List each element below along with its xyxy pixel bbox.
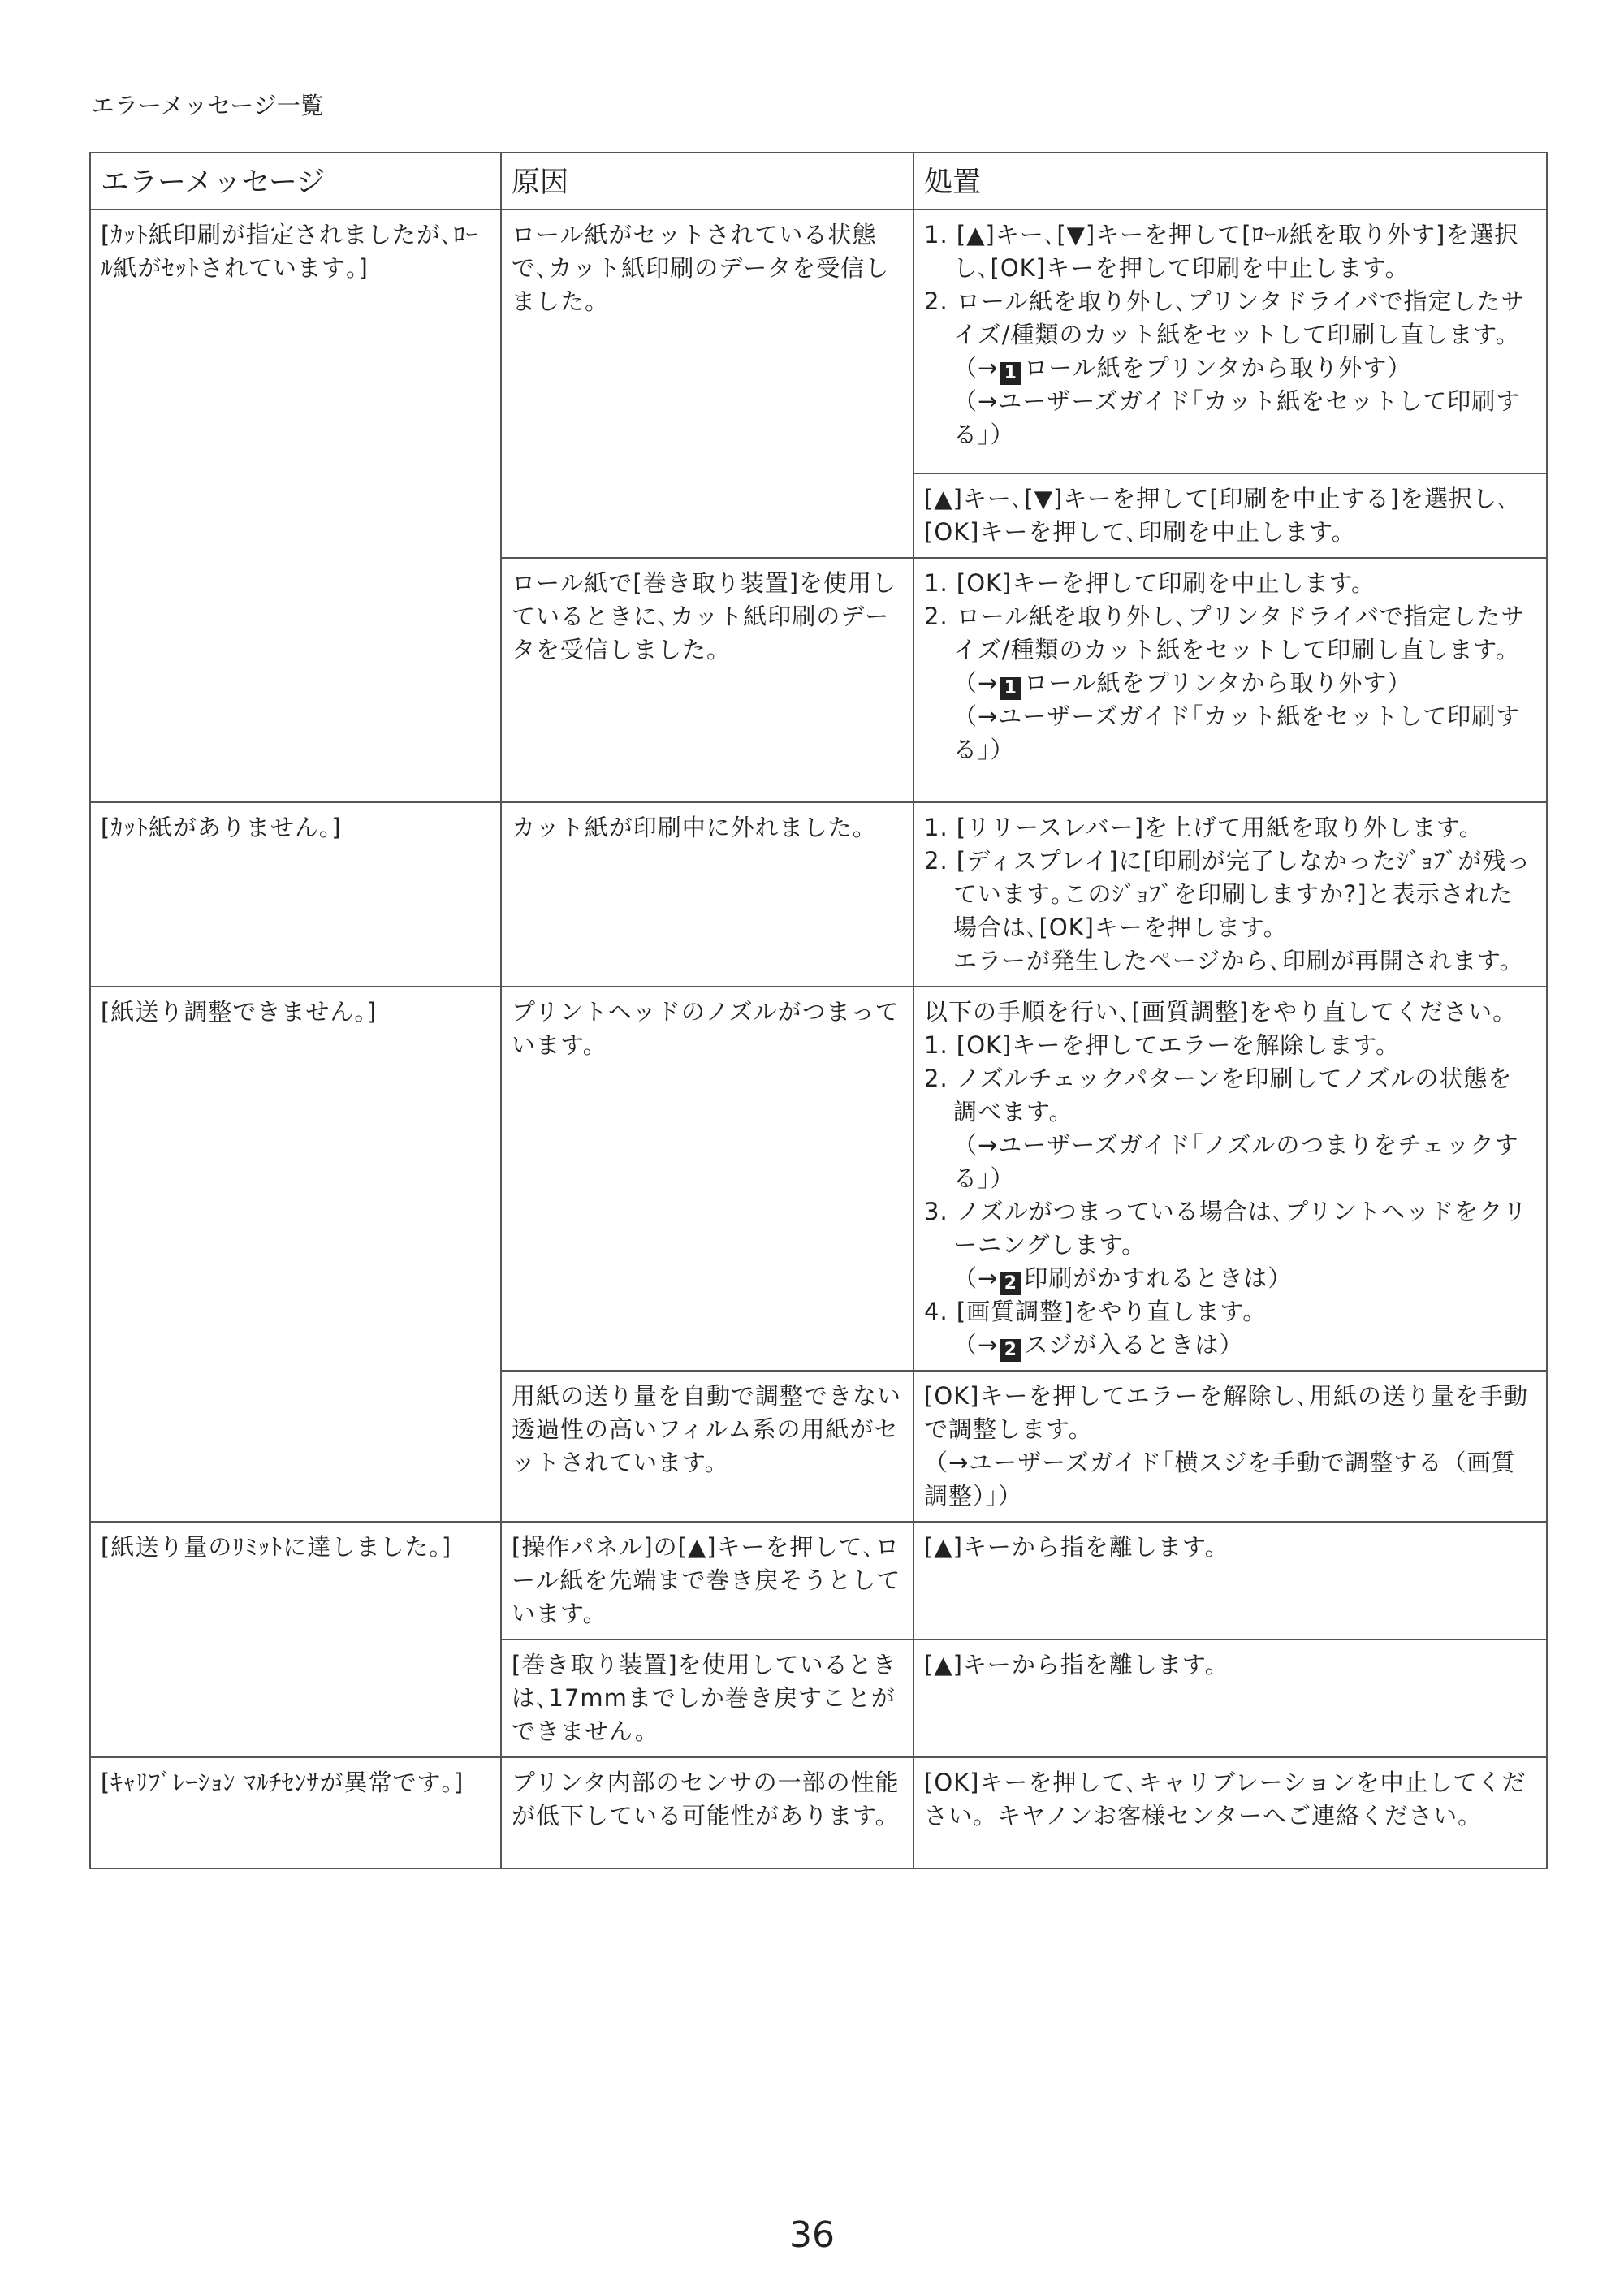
reference-number-1-icon: 1 <box>1000 362 1021 385</box>
remedy-step: 4. [画質調整]をやり直します。 <box>924 1298 1268 1325</box>
remedy-cell <box>914 1371 1547 1522</box>
cause-cell: [操作パネル]の[▲]キーを押して､ロール紙を先端まで巻き戻そうとしています。 <box>501 1522 914 1639</box>
page-number: 36 <box>789 2214 835 2256</box>
remedy-step: 1. [リリースレバー]を上げて用紙を取り外します。 <box>924 814 1484 841</box>
remedy-step: 1. [OK]キーを押して印刷を中止します。 <box>924 569 1376 597</box>
reference-number-1-icon: 1 <box>1000 677 1021 700</box>
remedy-reference: （→ユーザーズガイド｢カット紙をセットして印刷する｣） <box>953 387 1521 448</box>
table-row <box>90 1757 1547 1868</box>
remedy-step: 1. [OK]キーを押してエラーを解除します。 <box>924 1031 1401 1059</box>
header-cause: 原因 <box>501 153 914 210</box>
reference-prefix: （→ <box>953 1264 999 1292</box>
remedy-reference: （→ユーザーズガイド｢ノズルのつまりをチェックする｣） <box>953 1131 1519 1192</box>
remedy-text: [OK]キーを押してエラーを解除し､用紙の送り量を手動で調整します。 <box>924 1382 1528 1443</box>
remedy-step: 1. [▲]キー､[▼]キーを押して[ﾛｰﾙ紙を取り外す]を選択し､[OK]キーを押して印刷を中止します。 <box>924 221 1519 282</box>
header-error-message: エラーメッセージ <box>90 153 501 210</box>
remedy-step: 2. [ディスプレイ]に[印刷が完了しなかったｼﾞｮﾌﾞが残っています｡このｼﾞｮﾌﾞを印刷しますか?]と表示された場合は､[OK]キーを押します。 <box>924 847 1531 941</box>
remedy-cell <box>914 987 1547 1371</box>
reference-text: ロール紙をプリンタから取り外す） <box>1024 354 1412 382</box>
table-row <box>90 1522 1547 1639</box>
error-message-cell: [紙送り調整できません｡] <box>90 987 501 1522</box>
error-message-cell: [ｶｯﾄ紙がありません｡] <box>90 802 501 987</box>
reference-text: 印刷がかすれるときは） <box>1024 1264 1293 1292</box>
remedy-note: エラーが発生したページから､印刷が再開されます。 <box>953 947 1524 974</box>
reference-prefix: （→ <box>953 354 999 382</box>
remedy-reference: （→ユーザーズガイド｢横スジを手動で調整する（画質調整）｣） <box>924 1449 1516 1510</box>
cause-cell: ロール紙がセットされている状態で､カット紙印刷のデータを受信しました。 <box>501 210 914 558</box>
header-remedy: 処置 <box>914 153 1547 210</box>
remedy-step: 2. ロール紙を取り外し､プリンタドライバで指定したサイズ/種類のカット紙をセットして印刷し直します。 <box>924 603 1526 663</box>
cause-cell: カット紙が印刷中に外れました。 <box>501 802 914 987</box>
reference-prefix: （→ <box>953 1331 999 1359</box>
remedy-reference <box>924 1262 1536 1295</box>
reference-prefix: （→ <box>953 669 999 697</box>
reference-number-2-icon: 2 <box>1000 1339 1021 1362</box>
error-message-cell: [紙送り量のﾘﾐｯﾄに達しました｡] <box>90 1522 501 1757</box>
remedy-cell: [OK]キーを押して､キャリブレーションを中止してください。キヤノンお客様センターへご連絡ください。 <box>914 1757 1547 1868</box>
cause-cell: プリンタ内部のセンサの一部の性能が低下している可能性があります。 <box>501 1757 914 1868</box>
remedy-intro: 以下の手順を行い､[画質調整]をやり直してください。 <box>924 998 1518 1026</box>
remedy-cell <box>914 802 1547 987</box>
table-row <box>90 802 1547 987</box>
remedy-reference <box>924 352 1536 385</box>
reference-number-2-icon: 2 <box>1000 1272 1021 1295</box>
reference-text: スジが入るときは） <box>1024 1331 1244 1359</box>
cause-cell: プリントヘッドのノズルがつまっています。 <box>501 987 914 1371</box>
remedy-step: 2. ノズルチェックパターンを印刷してノズルの状態を調べます。 <box>924 1065 1513 1125</box>
cause-cell: [巻き取り装置]を使用しているときは､17mmまでしか巻き戻すことができません。 <box>501 1639 914 1757</box>
table-header-row <box>90 153 1547 210</box>
reference-text: ロール紙をプリンタから取り外す） <box>1024 669 1412 697</box>
remedy-step: 2. ロール紙を取り外し､プリンタドライバで指定したサイズ/種類のカット紙をセットして印刷し直します。 <box>924 287 1526 348</box>
remedy-cell: [▲]キーから指を離します。 <box>914 1522 1547 1639</box>
error-message-table <box>89 152 1548 1869</box>
error-message-cell: [ｷｬﾘﾌﾞﾚｰｼｮﾝ ﾏﾙﾁｾﾝｻが異常です｡] <box>90 1757 501 1868</box>
table-row <box>90 987 1547 1371</box>
error-message-cell: [ｶｯﾄ紙印刷が指定されましたが､ﾛｰﾙ紙がｾｯﾄされています｡] <box>90 210 501 802</box>
remedy-step: 3. ノズルがつまっている場合は､プリントヘッドをクリーニングします。 <box>924 1198 1528 1259</box>
remedy-cell: [▲]キーから指を離します。 <box>914 1639 1547 1757</box>
remedy-cell: [▲]キー､[▼]キーを押して[印刷を中止する]を選択し､[OK]キーを押して､印刷を中止します。 <box>914 473 1547 558</box>
remedy-reference <box>924 1328 1536 1362</box>
remedy-reference: （→ユーザーズガイド｢カット紙をセットして印刷する｣） <box>953 702 1521 763</box>
page-title: エラーメッセージ一覧 <box>91 92 324 119</box>
remedy-cell <box>914 558 1547 802</box>
cause-cell: ロール紙で[巻き取り装置]を使用しているときに､カット紙印刷のデータを受信しました。 <box>501 558 914 802</box>
remedy-reference <box>924 667 1536 700</box>
table-row <box>90 210 1547 473</box>
cause-cell: 用紙の送り量を自動で調整できない透過性の高いフィルム系の用紙がセットされています。 <box>501 1371 914 1522</box>
remedy-cell <box>914 210 1547 473</box>
